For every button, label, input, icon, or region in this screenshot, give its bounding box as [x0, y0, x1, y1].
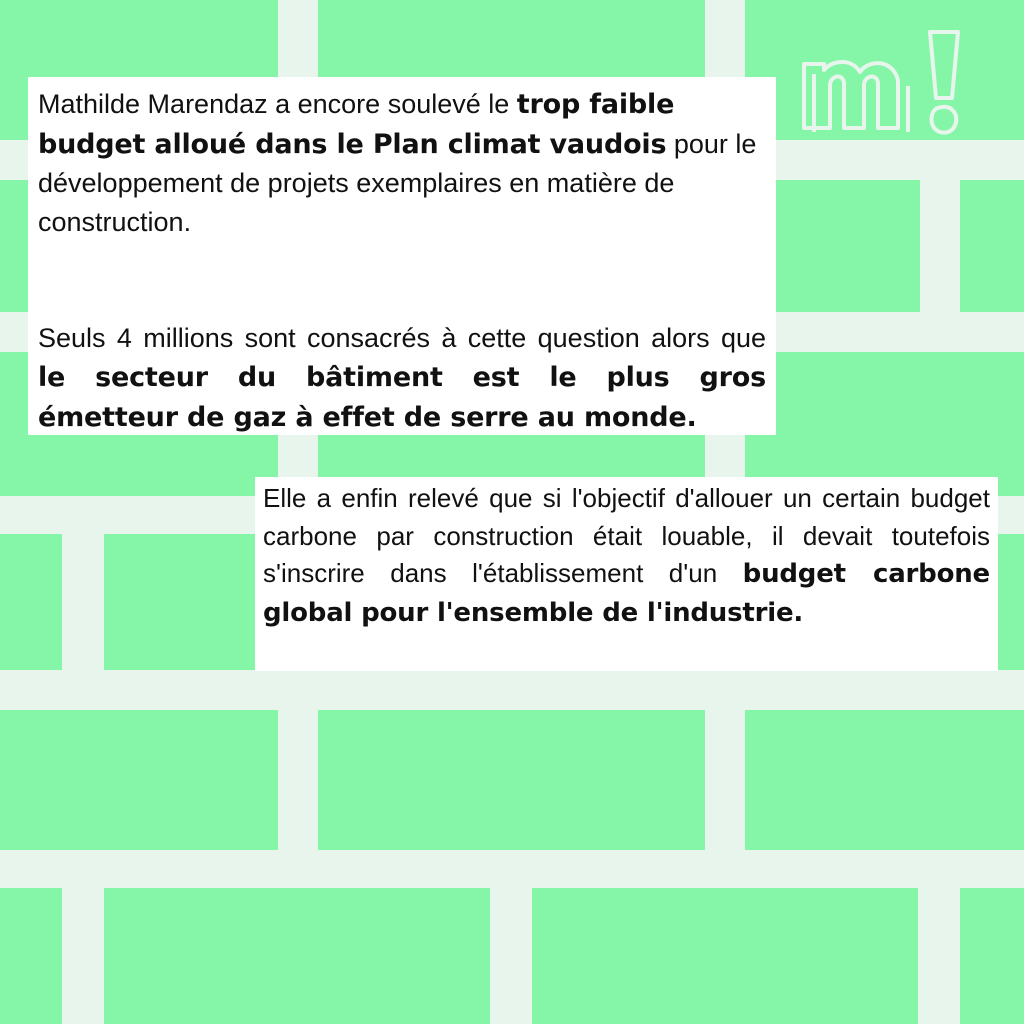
mortar-joint	[490, 888, 532, 1024]
mortar-row	[0, 670, 1024, 710]
text-segment: Elle a enfin relevé que si l'objectif d'allouer un certain budget carbone par construction était louable, il devait toutefois s'inscrire dans l'établissement d'un	[263, 483, 990, 589]
mortar-joint	[918, 888, 960, 1024]
paragraph-budget	[38, 85, 766, 241]
bold-text-segment: le secteur du bâtiment est le plus gros émetteur de gaz à effet de serre au monde.	[38, 362, 766, 433]
mortar-joint	[705, 710, 745, 850]
bold-text-segment: trop faible budget alloué dans le Plan climat vaudois	[38, 89, 675, 160]
mortar-joint	[278, 710, 318, 850]
text-segment: Seuls 4 millions sont consacrés à cette question alors que	[38, 323, 766, 354]
paragraph-millions	[38, 319, 766, 437]
mortar-joint	[62, 534, 104, 670]
text-segment: pour le développement de projets exemplaires en matière de construction.	[38, 128, 757, 237]
mortar-row	[0, 850, 1024, 888]
paragraph-carbon-budget	[263, 480, 990, 633]
bold-text-segment: budget carbone global pour l'ensemble de l'industrie.	[263, 559, 990, 629]
m-exclamation-logo-icon	[798, 28, 994, 140]
mortar-joint	[920, 180, 960, 312]
text-card-2	[255, 477, 998, 671]
text-card-1	[28, 77, 776, 435]
mortar-joint	[62, 888, 104, 1024]
text-segment: Mathilde Marendaz a encore soulevé le	[38, 89, 517, 119]
